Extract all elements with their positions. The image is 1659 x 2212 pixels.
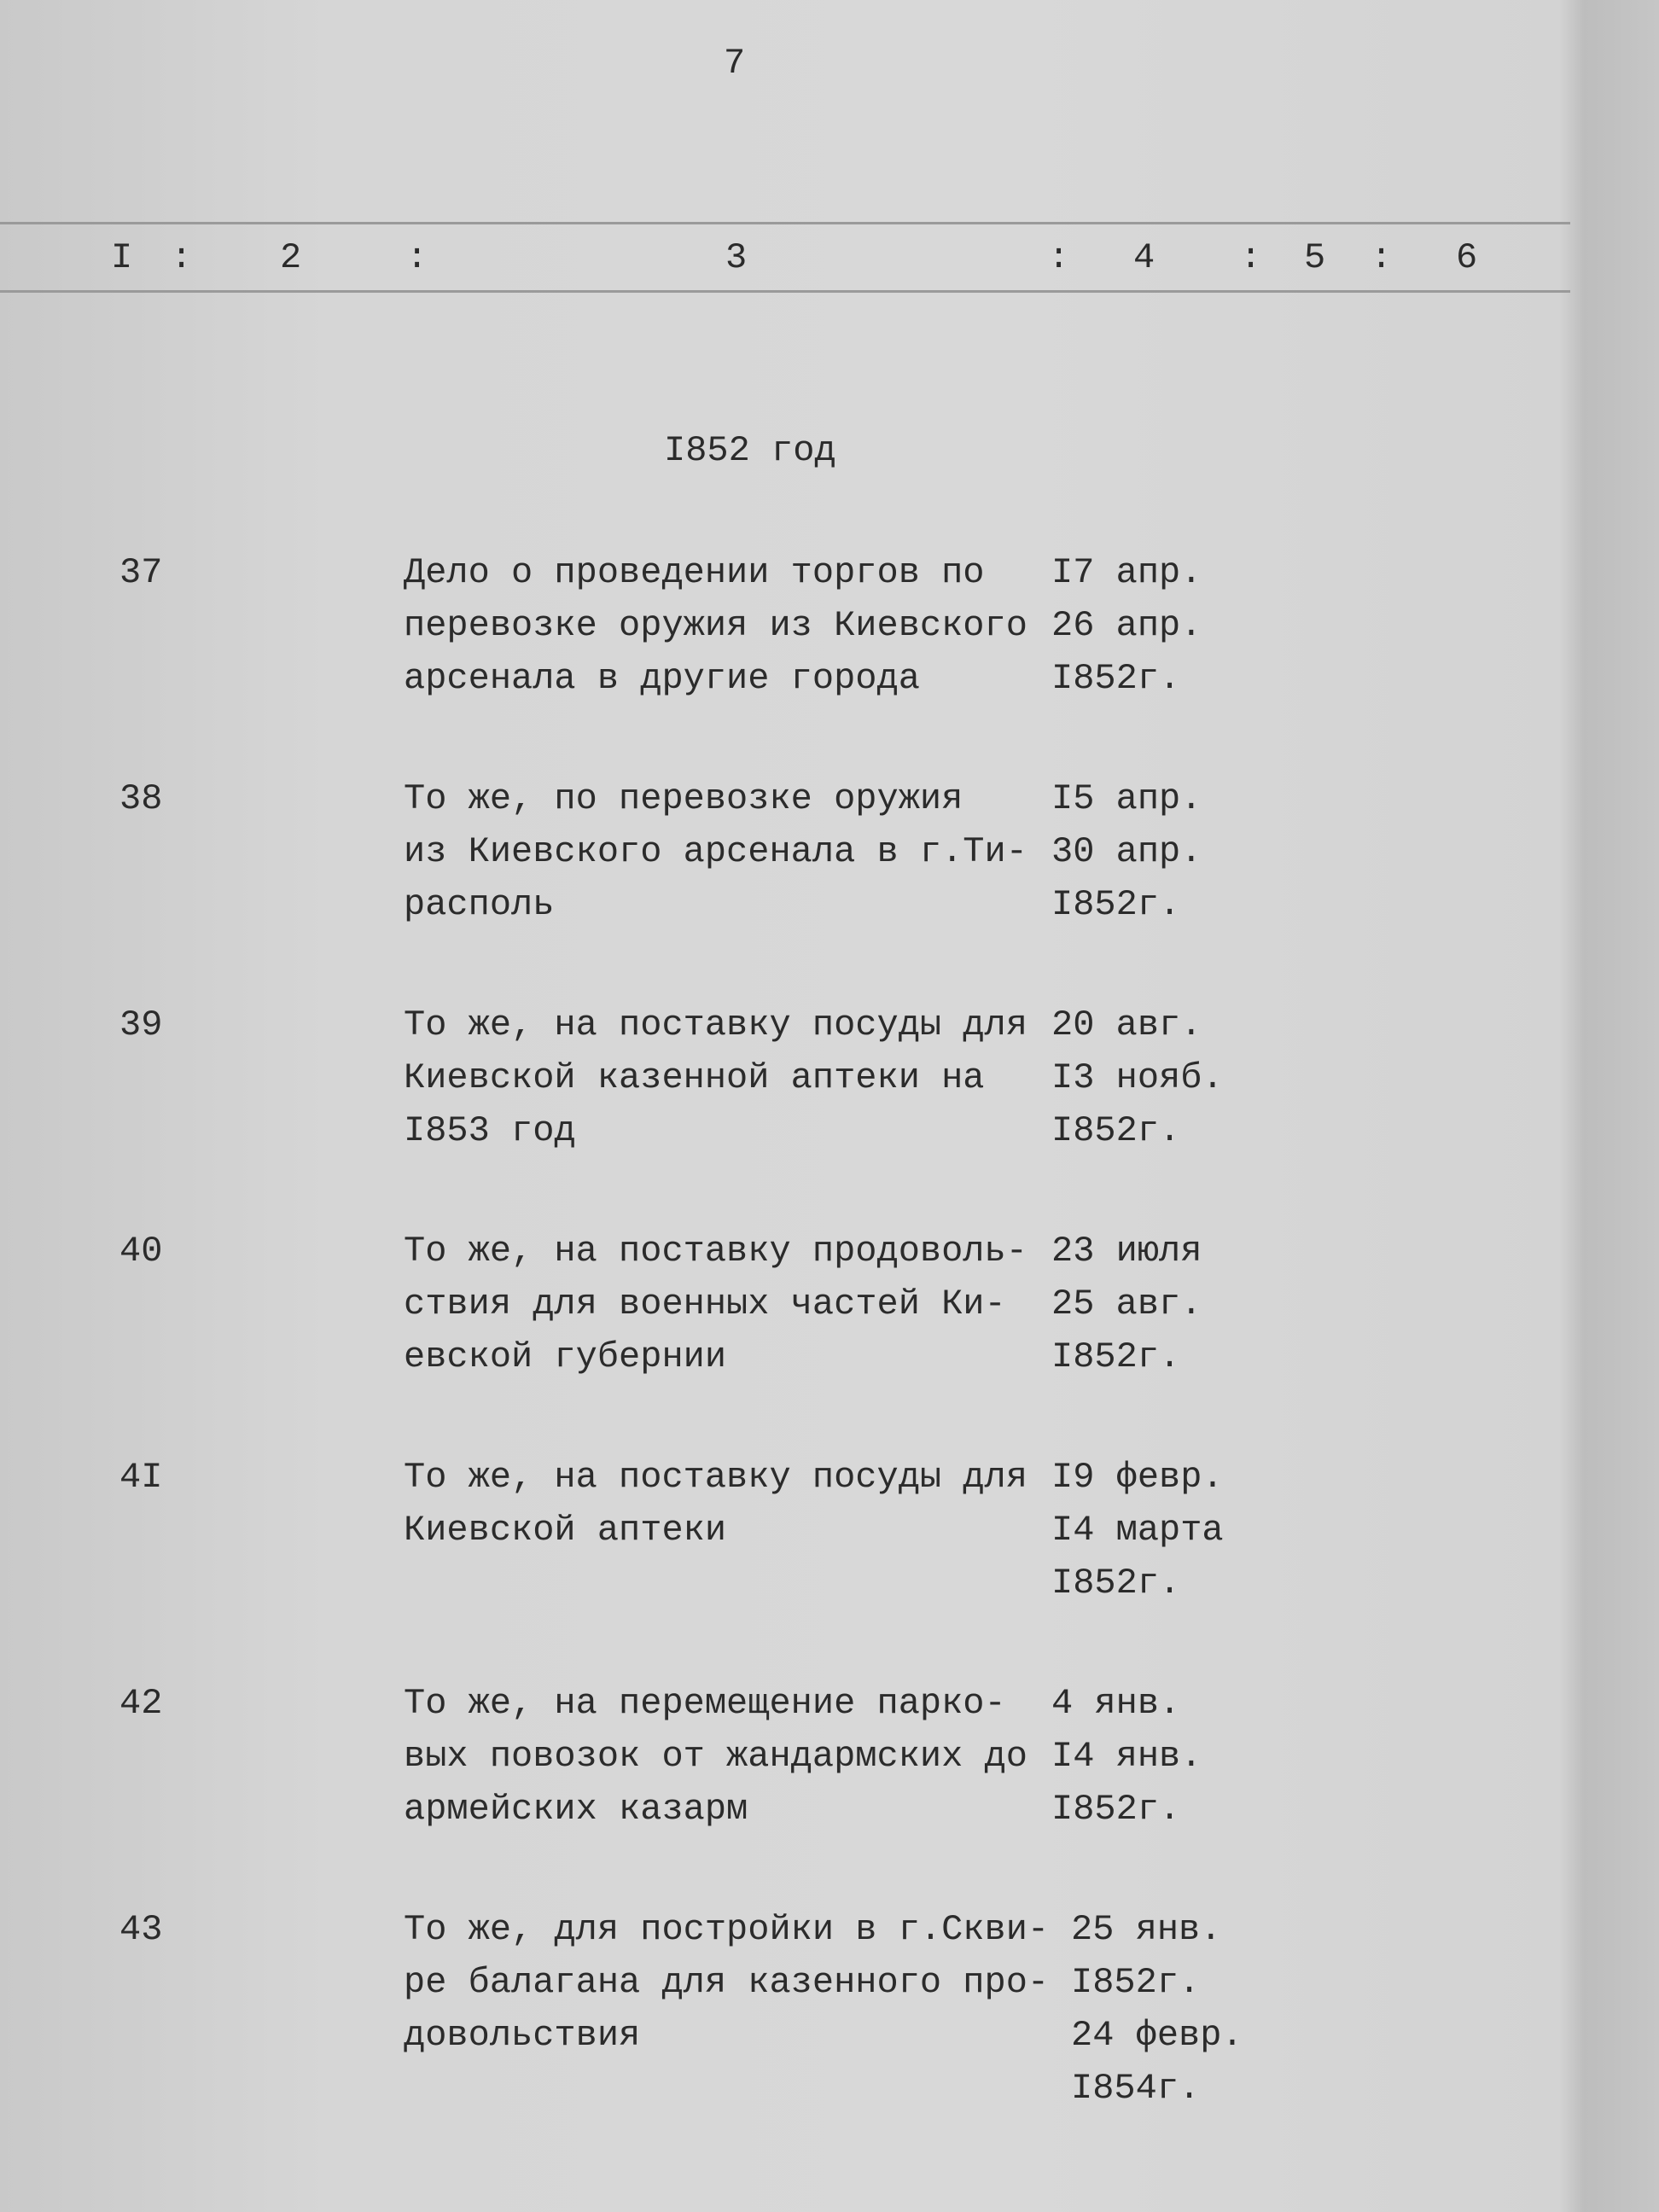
- description-line: То же, на поставку продоволь-: [404, 1231, 1027, 1272]
- date-line: 23 июля: [1051, 1231, 1202, 1272]
- date-line: I852г.: [1051, 1563, 1181, 1604]
- date-line: I852г.: [1051, 658, 1181, 699]
- description-line: То же, на поставку посуды для: [404, 1004, 1027, 1045]
- date-line: I852г.: [1051, 1110, 1181, 1151]
- column-header-cell: I: [111, 237, 133, 278]
- entry-description: [404, 998, 1027, 1157]
- column-separator: :: [1048, 237, 1070, 278]
- description-line: I853 год: [404, 1110, 576, 1151]
- date-line: I9 февр.: [1051, 1457, 1224, 1498]
- entry-dates: [1051, 546, 1202, 705]
- date-line: I4 марта: [1051, 1510, 1224, 1551]
- entry-dates: [1051, 1225, 1202, 1383]
- column-header-cell: 5: [1304, 237, 1326, 278]
- date-line: I4 янв.: [1051, 1736, 1202, 1777]
- description-line: из Киевского арсенала в г.Ти-: [404, 831, 1027, 872]
- date-line: I854г.: [1071, 2068, 1201, 2109]
- entry-dates: [1051, 1451, 1224, 1610]
- header-top-rule: [0, 222, 1570, 224]
- description-line: Киевской казенной аптеки на: [404, 1057, 985, 1098]
- column-header-cell: 4: [1133, 237, 1155, 278]
- column-header-cell: 6: [1456, 237, 1478, 278]
- date-line: 30 апр.: [1051, 831, 1202, 872]
- date-line: 26 апр.: [1051, 605, 1202, 646]
- date-line: I852г.: [1051, 1336, 1181, 1377]
- entry-dates: [1071, 1903, 1243, 2115]
- column-separator: :: [406, 237, 428, 278]
- column-header-cell: 3: [725, 237, 748, 278]
- entry-number: 38: [119, 778, 163, 819]
- entry-dates: [1051, 998, 1224, 1157]
- date-line: I7 апр.: [1051, 552, 1202, 593]
- description-line: Дело о проведении торгов по: [404, 552, 985, 593]
- entry-number: 42: [119, 1683, 163, 1724]
- date-line: 25 авг.: [1051, 1284, 1202, 1324]
- description-line: То же, на перемещение парко-: [404, 1683, 1006, 1724]
- date-line: I852г.: [1071, 1962, 1201, 2003]
- column-separator: :: [1371, 237, 1393, 278]
- description-line: армейских казарм: [404, 1789, 748, 1830]
- entry-description: [404, 1903, 1049, 2062]
- entry-description: [404, 546, 1027, 705]
- description-line: ствия для военных частей Ки-: [404, 1284, 1006, 1324]
- entry-number: 37: [119, 552, 163, 593]
- header-bottom-rule: [0, 290, 1570, 293]
- description-line: То же, по перевозке оружия: [404, 778, 963, 819]
- date-line: 20 авг.: [1051, 1004, 1202, 1045]
- entry-number: 40: [119, 1231, 163, 1272]
- date-line: 25 янв.: [1071, 1909, 1222, 1950]
- entry-description: [404, 1451, 1027, 1557]
- page-number: 7: [724, 43, 746, 84]
- entry-description: [404, 772, 1027, 931]
- entry-description: [404, 1225, 1027, 1383]
- date-line: I852г.: [1051, 884, 1181, 925]
- description-line: То же, для постройки в г.Скви-: [404, 1909, 1050, 1950]
- column-separator: :: [1240, 237, 1262, 278]
- description-line: вых повозок от жандармских до: [404, 1736, 1027, 1777]
- date-line: 24 февр.: [1071, 2015, 1243, 2056]
- entry-description: [404, 1677, 1027, 1836]
- column-header-cell: 2: [280, 237, 302, 278]
- date-line: 4 янв.: [1051, 1683, 1181, 1724]
- description-line: ре балагана для казенного про-: [404, 1962, 1050, 2003]
- entry-number: 4I: [119, 1457, 163, 1498]
- entry-number: 43: [119, 1909, 163, 1950]
- description-line: довольствия: [404, 2015, 641, 2056]
- date-line: I852г.: [1051, 1789, 1181, 1830]
- column-separator: :: [171, 237, 193, 278]
- entry-dates: [1051, 772, 1202, 931]
- section-title: I852 год: [664, 430, 836, 471]
- entry-dates: [1051, 1677, 1202, 1836]
- description-line: Киевской аптеки: [404, 1510, 727, 1551]
- date-line: I5 апр.: [1051, 778, 1202, 819]
- description-line: перевозке оружия из Киевского: [404, 605, 1027, 646]
- entry-number: 39: [119, 1004, 163, 1045]
- description-line: То же, на поставку посуды для: [404, 1457, 1027, 1498]
- description-line: арсенала в другие города: [404, 658, 920, 699]
- date-line: I3 нояб.: [1051, 1057, 1224, 1098]
- description-line: евской губернии: [404, 1336, 727, 1377]
- description-line: располь: [404, 884, 555, 925]
